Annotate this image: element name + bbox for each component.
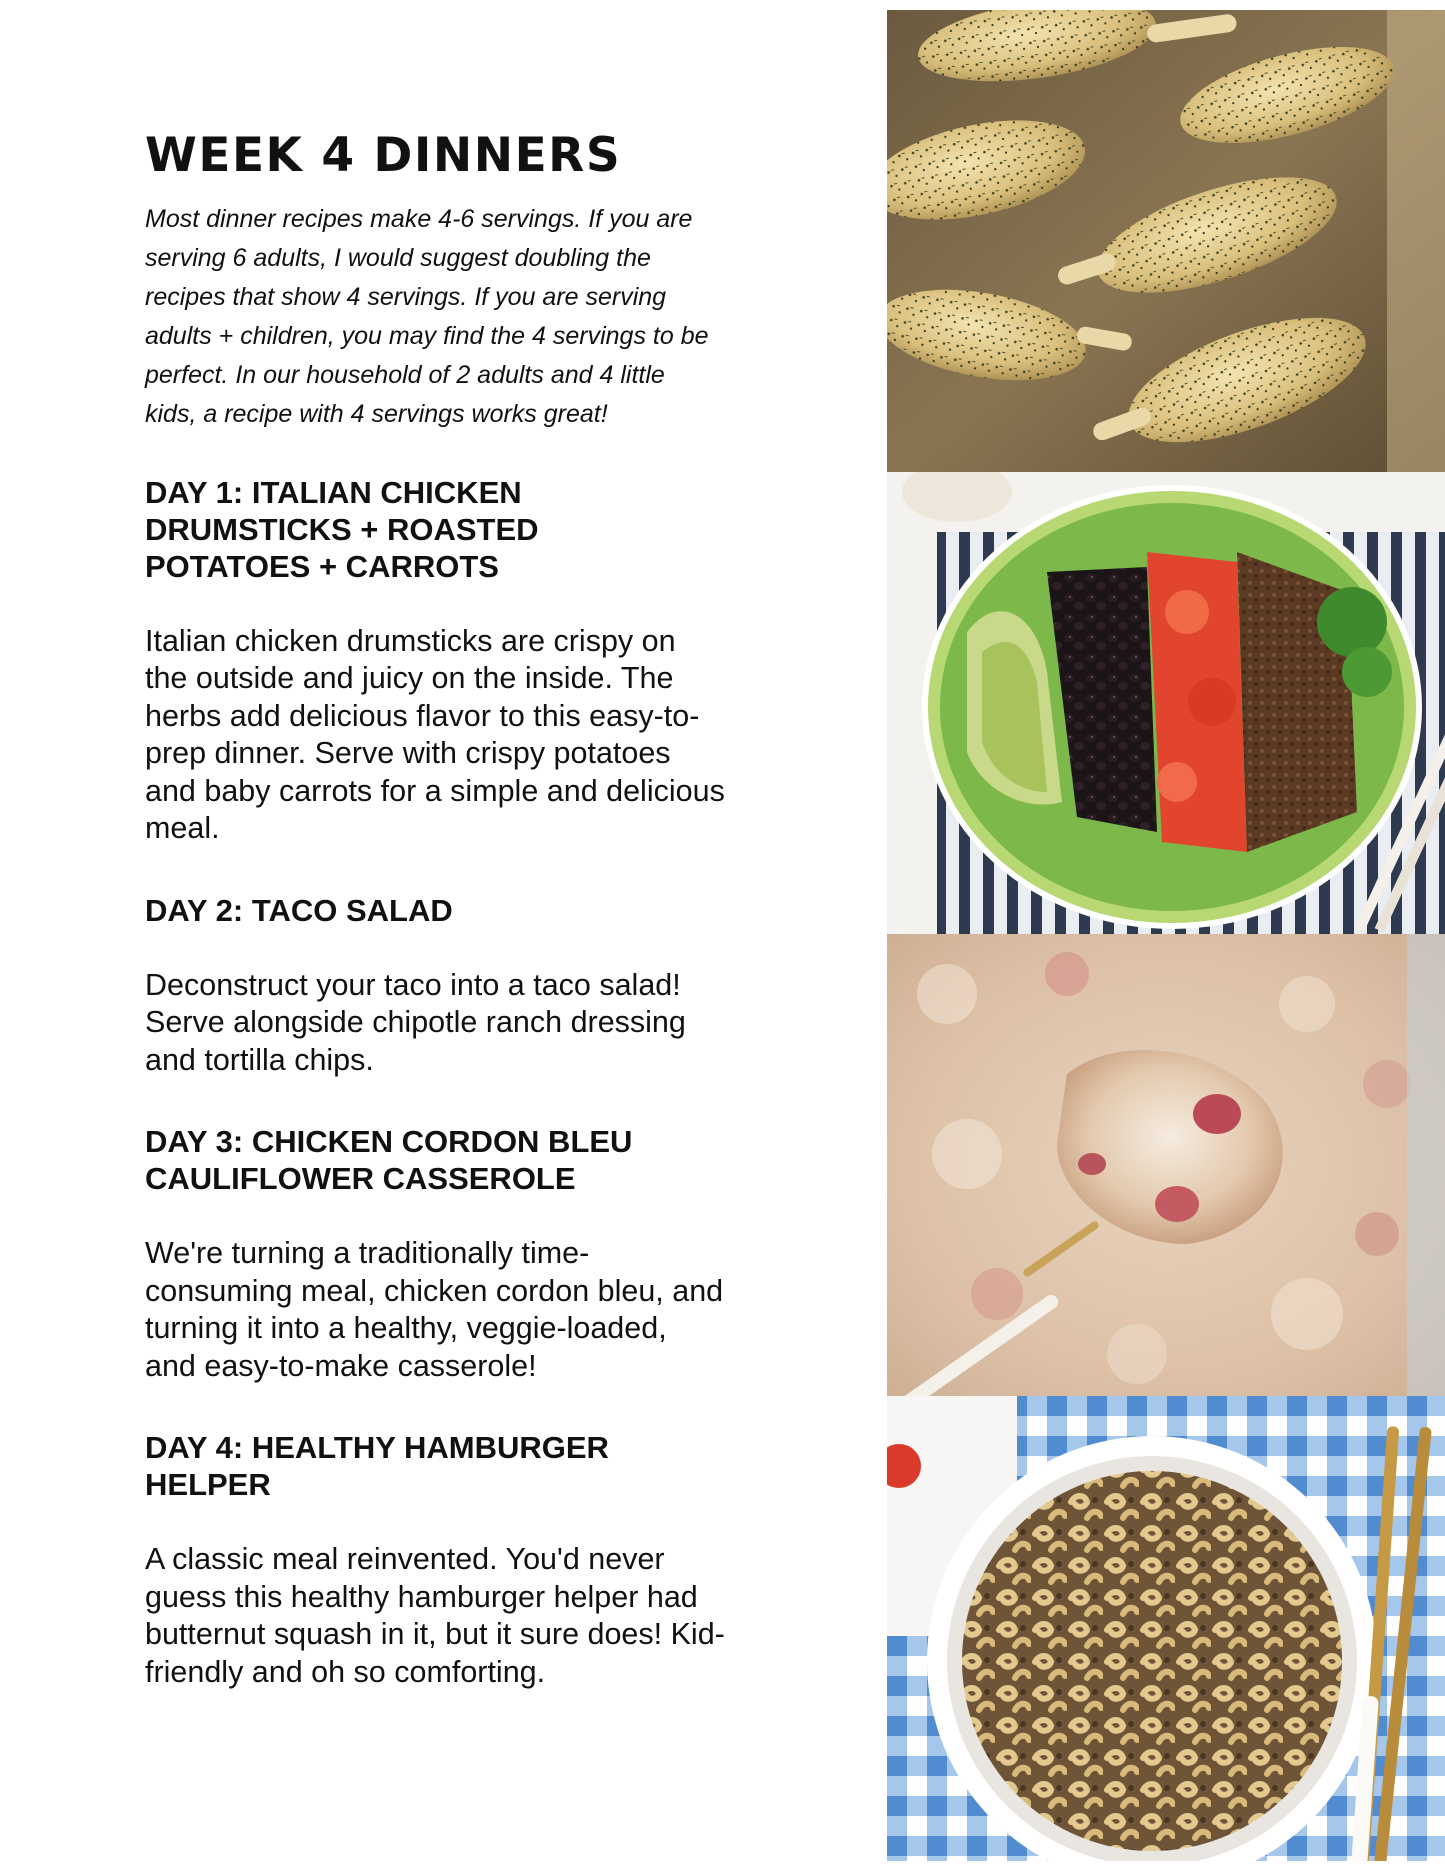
day-1-heading: DAY 1: ITALIAN CHICKEN DRUMSTICKS + ROASTED POTATOES + CARROTS bbox=[145, 474, 539, 584]
cordon-bleu-casserole-photo bbox=[887, 934, 1445, 1396]
hamburger-helper-photo bbox=[887, 1396, 1445, 1861]
day-3-heading: DAY 3: CHICKEN CORDON BLEU CAULIFLOWER CASSEROLE bbox=[145, 1124, 633, 1197]
day-3-section bbox=[145, 1123, 730, 1385]
text-column bbox=[145, 130, 730, 1735]
day-2-section bbox=[145, 892, 730, 1080]
day-2-description: Deconstruct your taco into a taco salad! Serve alongside chipotle ranch dressing and tortilla chips. bbox=[145, 967, 686, 1077]
day-4-heading: DAY 4: HEALTHY HAMBURGER HELPER bbox=[145, 1430, 609, 1503]
day-3-description: We're turning a traditionally time-consuming meal, chicken cordon bleu, and turning it into a healthy, veggie-loaded, and easy-to-make casserole! bbox=[145, 1236, 724, 1383]
chicken-drumsticks-photo bbox=[887, 10, 1445, 472]
day-2-heading: DAY 2: TACO SALAD bbox=[145, 892, 453, 928]
taco-salad-photo bbox=[887, 472, 1445, 934]
page-title: WEEK 4 DINNERS bbox=[145, 128, 622, 183]
intro-paragraph: Most dinner recipes make 4-6 servings. If you are serving 6 adults, I would suggest doubling the recipes that show 4 servings. If you are serving adults + children, you may find the 4 servings to be perfect. In our household of 2 adults and 4 little kids, a recipe with 4 servings works great! bbox=[145, 204, 709, 428]
day-1-section bbox=[145, 474, 730, 848]
day-4-description: A classic meal reinvented. You'd never guess this healthy hamburger helper had butternut squash in it, but it sure does! Kid-friendly and oh so comforting. bbox=[145, 1542, 725, 1689]
day-4-section bbox=[145, 1429, 730, 1691]
day-1-description: Italian chicken drumsticks are crispy on the outside and juicy on the inside. The herbs add delicious flavor to this easy-to-prep dinner. Serve with crispy potatoes and baby carrots for a simple and delicious meal. bbox=[145, 623, 725, 846]
